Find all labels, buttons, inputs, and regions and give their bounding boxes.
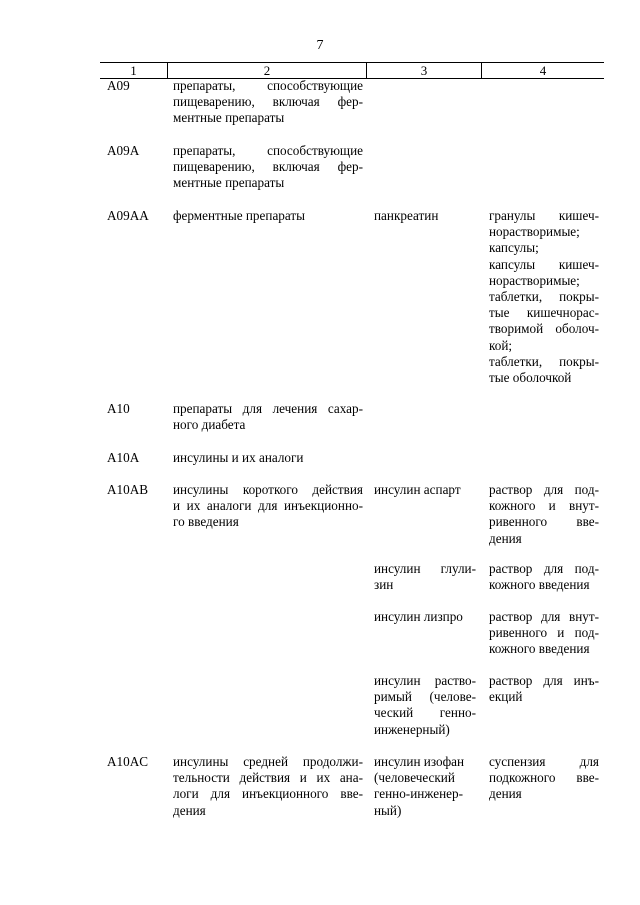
column-header-3: 3 [420,63,428,78]
page-number: 7 [316,38,324,53]
drug-substance: инсулин раство- римый (челове- ческий генно- инженерный) [374,673,476,737]
group-description: инсулины средней продолжи- тельности действия и их ана- логи для инъекционного вве- дения [173,754,363,818]
group-description: инсулины короткого действия и их аналоги для инъекционно- го введения [173,482,363,530]
group-description: препараты, способствующие пищеварению, включая фер- ментные препараты [173,143,363,191]
drug-substance: инсулин лизпро [374,609,463,624]
drug-substance: инсулин аспарт [374,482,461,497]
group-description: ферментные препараты [173,208,306,223]
dosage-forms: раствор для под- кожного и внут- ривенного вве- дения [489,482,599,546]
dosage-forms: раствор для инъ- екций [489,673,599,705]
atc-code: A10AC [107,754,149,769]
column-header-4: 4 [539,63,547,78]
column-header-1: 1 [130,63,137,78]
column-header-2: 2 [263,63,271,78]
dosage-forms: раствор для под- кожного введения [489,561,599,593]
group-description: препараты, способствующие пищеварению, включая фер- ментные препараты [173,78,363,126]
dosage-forms: раствор для внут- ривенного и под- кожного введения [489,609,599,657]
group-description: инсулины и их аналоги [173,450,304,465]
drug-substance: панкреатин [374,208,439,223]
group-description: препараты для лечения сахар- ного диабета [173,401,363,433]
atc-code: A09AA [107,208,149,223]
drug-substance: инсулин глули- зин [374,561,476,593]
atc-code: A10AB [107,482,149,497]
atc-code: A09A [107,143,140,158]
dosage-forms: гранулы кишеч- норастворимые; капсулы; капсулы кишеч- норастворимые; таблетки, покры- тые кишечнорас- творимой оболоч- кой; таблетки, покры- тые оболочкой [489,208,599,386]
atc-code: A10A [107,450,140,465]
atc-code: A10 [107,401,130,416]
drug-substance: инсулин изофан (человеческий генно-инженер- ный) [374,754,465,818]
atc-code: A09 [107,78,130,93]
table-header [100,62,604,79]
dosage-forms: суспензия для подкожного вве- дения [489,754,599,802]
